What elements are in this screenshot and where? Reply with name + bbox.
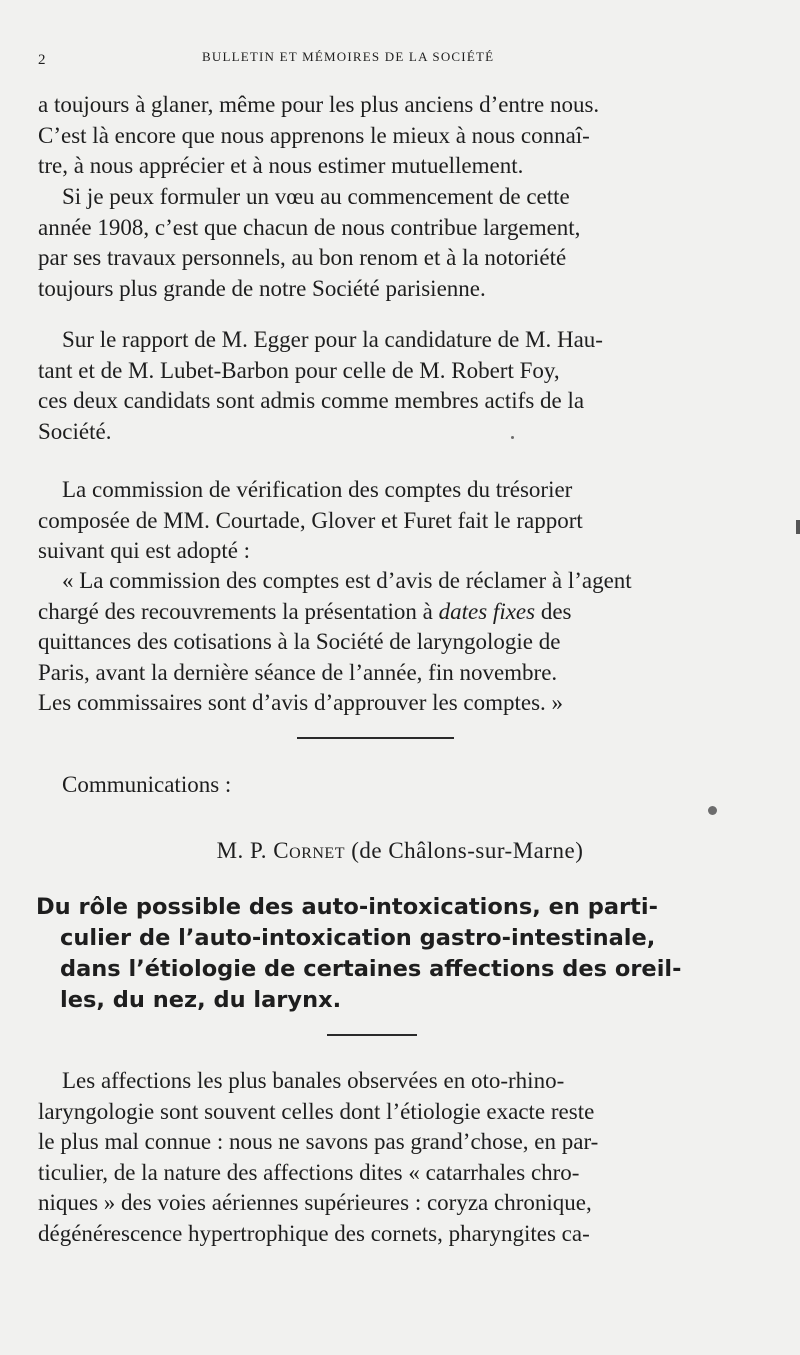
text-line: Les commissaires sont d’avis d’approuver les comptes. » (38, 690, 564, 715)
author-initials: M. P. (216, 838, 274, 863)
ink-dot (511, 436, 514, 439)
text-line: année 1908, c’est que chacun de nous contribue largement, (38, 214, 581, 240)
italic-text: dates fixes (438, 598, 536, 624)
title-line: culier de l’auto-intoxication gastro-intestinale, (60, 925, 656, 951)
text-line: a toujours à glaner, même pour les plus anciens d’entre nous. (38, 92, 600, 117)
text-line: suivant qui est adopté : (38, 538, 251, 563)
author-surname: Cornet (273, 838, 345, 863)
paragraph-commission (38, 475, 716, 567)
text-line: « La commission des comptes est d’avis de réclamer à l’agent (62, 568, 632, 593)
communications-heading: Communications : (62, 772, 232, 797)
article-author (0, 838, 800, 864)
section-divider (297, 737, 454, 739)
text-line: Société. (38, 418, 112, 444)
text-line: composée de MM. Courtade, Glover et Furet fait le rapport (38, 507, 583, 533)
text-line: ticulier, de la nature des affections dites « catarrhales chro- (38, 1159, 580, 1185)
article-title (36, 892, 726, 1016)
title-line: Du rôle possible des auto-intoxications, en parti- (36, 894, 658, 920)
running-title: BULLETIN ET MÉMOIRES DE LA SOCIÉTÉ (202, 49, 495, 64)
paragraph-candidates (38, 325, 716, 447)
text-line: quittances des cotisations à la Société de laryngologie de (38, 629, 561, 654)
text-line: laryngologie sont souvent celles dont l’étiologie exacte reste (38, 1098, 595, 1124)
paragraph-closing-remarks (38, 90, 716, 182)
text-line: Les affections les plus banales observées en oto-rhino- (62, 1068, 565, 1093)
text-line: tant et de M. Lubet-Barbon pour celle de M. Robert Foy, (38, 357, 560, 383)
text-line: ces deux candidats sont admis comme membres actifs de la (38, 388, 585, 413)
text-line: toujours plus grande de notre Société parisienne. (38, 275, 486, 301)
text-line: le plus mal connue : nous ne savons pas grand’chose, en par- (38, 1129, 599, 1154)
title-line: les, du nez, du larynx. (60, 987, 342, 1013)
page-edge-mark (796, 520, 800, 534)
author-place: (de Châlons-sur-Marne) (344, 838, 584, 863)
text-line: tre, à nous apprécier et à nous estimer mutuellement. (38, 153, 524, 178)
text-segment: chargé des recouvrements la présentation à (38, 598, 439, 624)
paragraph-article-intro (38, 1066, 716, 1249)
text-line: Si je peux formuler un vœu au commencement de cette (62, 184, 570, 209)
text-line: C’est là encore que nous apprenons le mieux à nous connaî- (38, 122, 590, 148)
title-divider (327, 1034, 417, 1036)
page-header (38, 46, 718, 68)
text-line: dégénérescence hypertrophique des cornets, pharyngites ca- (38, 1220, 590, 1246)
text-line: niques » des voies aériennes supérieures : coryza chronique, (38, 1190, 592, 1215)
text-line: Sur le rapport de M. Egger pour la candidature de M. Hau- (62, 327, 603, 352)
text-line (38, 597, 716, 628)
page-number: 2 (38, 52, 46, 68)
ink-spot (708, 806, 717, 815)
text-line: par ses travaux personnels, au bon renom et à la notoriété (38, 245, 567, 270)
title-line: dans l’étiologie de certaines affections des oreil- (60, 956, 682, 982)
text-line: La commission de vérification des comptes du trésorier (62, 477, 573, 502)
text-line: Paris, avant la dernière séance de l’année, fin novembre. (38, 659, 558, 685)
text-segment: des (535, 598, 572, 624)
paragraph-wish (38, 182, 716, 304)
quotation-commission-report (38, 566, 716, 719)
